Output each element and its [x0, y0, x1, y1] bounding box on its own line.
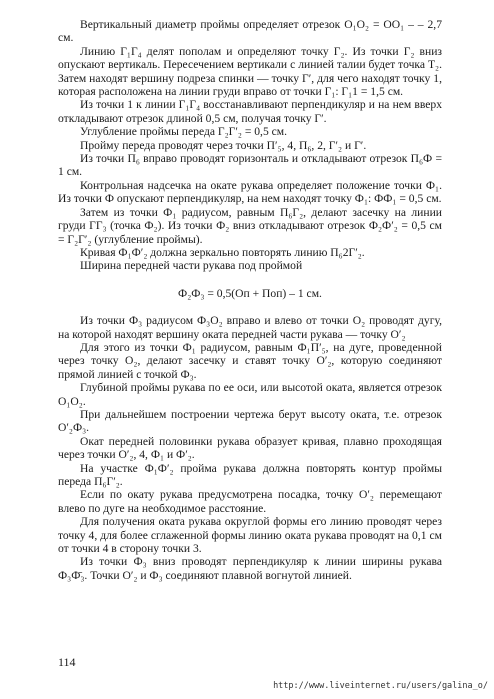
paragraph: Из точки Ф₃ вниз проводят перпендикуляр к линии ширины рукава Ф₃Ф̄₃. Точки О′₂ и Ф₃ соединяют плавной вогнутой линией.	[58, 555, 442, 582]
paragraph: Из точки П₆ вправо проводят горизонталь и откладывают отрезок П₆Ф = 1 см.	[58, 152, 442, 179]
paragraph: На участке Ф₁Ф′₂ пройма рукава должна повторять контур проймы переда П₆Г′₂.	[58, 461, 442, 488]
paragraph: Линию Г₁Г₄ делят пополам и определяют точку Г₂. Из точки Г₂ вниз опускают вертикаль. Пересечением вертикали с линией талии будет точка Т₂. Затем находят вершину подреза спинки — точку Г′, для чего находят точку 1, которая расположена на линии груди вправо от точки Г₁: Г₁1 = 1,5 см.	[58, 44, 442, 99]
paragraph: Углубление проймы переда Г₂Г′₂ = 0,5 см.	[80, 125, 288, 139]
paragraph: Глубиной проймы рукава по ее оси, или высотой оката, является отрезок О₁О₂.	[58, 381, 442, 408]
paragraph: Из точки Ф₃ радиусом Ф₃О₂ вправо и влево от точки О₂ проводят дугу, на которой находят вершину оката передней части рукава — точку О′₂	[58, 314, 442, 341]
paragraph: Из точки 1 к линии Г₁Г₄ восстанавливают перпендикуляр и на нем вверх откладывают отрезок длиной 0,5 см, получая точку Г′.	[58, 98, 442, 125]
paragraph: Для этого из точки Ф₁ радиусом, равным Ф₁П′₅, на дуге, проведенной через точку О₂, делают засечку и ставят точку О′₂, которую соединяют прямой линией с точкой Ф₃.	[58, 340, 442, 381]
paragraph: Если по окату рукава предусмотрена посадка, точку О′₂ перемещают влево по дуге на необходимое расстояние.	[58, 488, 442, 515]
paragraph: При дальнейшем построении чертежа берут высоту оката, т.е. отрезок О′₂Ф₃.	[58, 407, 442, 435]
paragraph: Пройму переда проводят через точки П′₅, 4, П₆, 2, Г′₂ и Г′.	[80, 138, 367, 152]
paragraph: Кривая Ф₁Ф′₂ должна зеркально повторять линию П₆2Г′₂.	[80, 245, 365, 259]
paragraph: Вертикальный диаметр проймы определяет отрезок О₁О₂ = ОО₁ – – 2,7 см.	[58, 18, 442, 45]
page-text	[58, 18, 442, 582]
paragraph: Затем из точки Ф₁ радиусом, равным П₆Г₂, делают засечку на линии груди ГГ₃ (точка Ф₂). Из точки Ф₂ вниз откладывают отрезок Ф₂Ф′₂ = 0,5 см = Г₂Г′₂ (углубление проймы).	[58, 205, 442, 246]
paragraph: Ширина передней части рукава под проймой	[80, 259, 303, 273]
paragraph: Для получения оката рукава округлой формы его линию проводят через точку 4, для более сглаженной формы линию оката рукава проводят на 0,1 см от точки 4 в сторону точки 3.	[58, 515, 442, 556]
formula: Ф₂Ф₃ = 0,5(Оп + Поп) – 1 см.	[178, 286, 322, 300]
watermark-url[interactable]: http://www.liveinternet.ru/users/galina_o/	[273, 681, 488, 691]
paragraph: Контрольная надсечка на окате рукава определяет положение точки Ф₁. Из точки Ф опускают перпендикуляр, на нем находят точку Ф₁: ФФ₁ = 0,5 см.	[58, 178, 442, 206]
paragraph: Окат передней половинки рукава образует кривая, плавно проходящая через точки О′₂, 4, Ф₁ и Ф′₂.	[58, 434, 442, 462]
page-number: 114	[58, 655, 76, 669]
